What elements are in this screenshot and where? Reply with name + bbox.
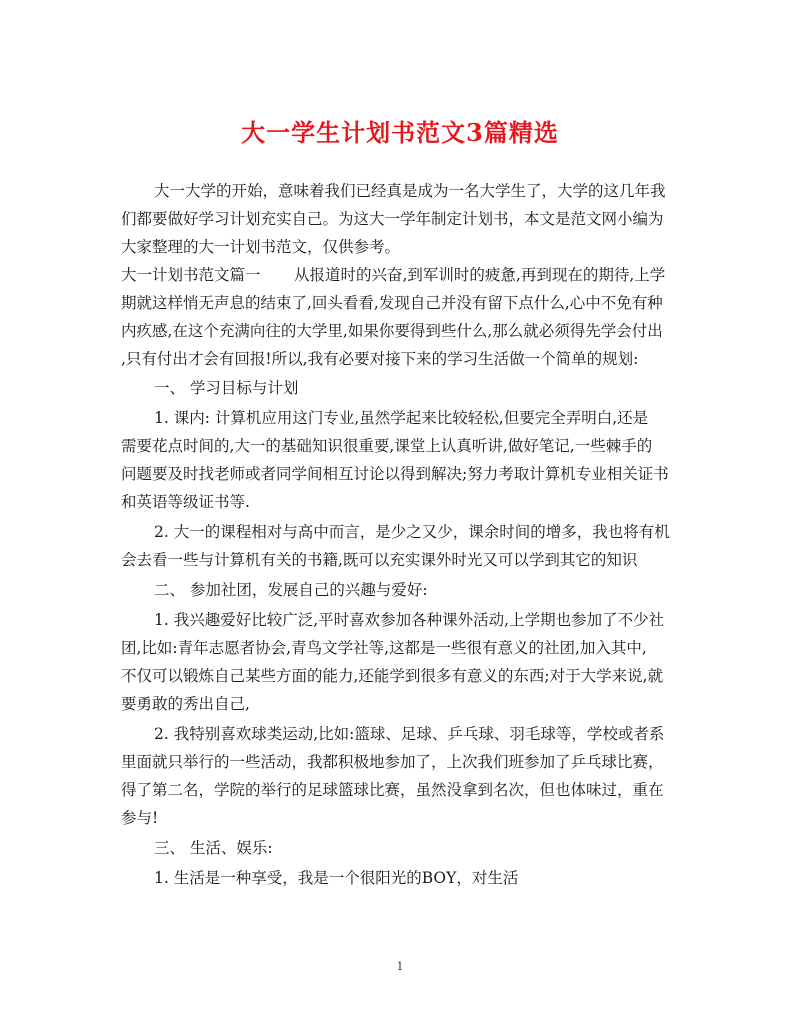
paragraph-line: 要勇敢的秀出自己, [121,695,250,713]
article-line: ,只有付出才会有回报!所以,我有必要对接下来的学习生活做一个简单的规划: [121,350,639,368]
section-heading: 一、 学习目标与计划 [154,379,299,397]
article-line: 期就这样悄无声息的结束了,回头看看,发现自己并没有留下点什么,心中不免有种 [121,294,663,312]
section-heading: 二、 参加社团，发展自己的兴趣与爱好: [154,581,428,599]
page-number: 1 [396,960,404,973]
paragraph-line: 1. 课内: 计算机应用这门专业,虽然学起来比较轻松,但要完全弄明白,还是 [154,409,649,427]
paragraph-line: 1. 我兴趣爱好比较广泛,平时喜欢参加各种课外活动,上学期也参加了不少社 [154,611,665,629]
paragraph-line: 1. 生活是一种享受，我是一个很阳光的BOY，对生活 [154,869,519,887]
intro-line: 大一大学的开始，意味着我们已经真是成为一名大学生了，大学的这几年我 [154,182,666,200]
paragraph-line: 不仅可以锻炼自己某些方面的能力,还能学到很多有意义的东西;对于大学来说,就 [121,667,664,685]
paragraph-line: 2. 我特别喜欢球类运动,比如:篮球、足球、乒乓球、羽毛球等，学校或者系 [154,725,665,743]
section-heading: 三、 生活、娱乐: [154,839,273,857]
paragraph-line: 得了第二名，学院的举行的足球篮球比赛，虽然没拿到名次，但也体味过，重在 [121,781,664,799]
paragraph-line: 和英语等级证书等. [121,493,250,511]
paragraph-line: 参与! [121,809,159,827]
paragraph-line: 问题要及时找老师或者同学间相互讨论以得到解决;努力考取计算机专业相关证书 [121,465,669,483]
intro-line: 们都要做好学习计划充实自己。为这大一学年制定计划书，本文是范文网小编为 [121,210,664,228]
article-line: 内疚感,在这个充满向往的大学里,如果你要得到些什么,那么就必须得先学会付出 [121,322,663,340]
article-heading: 大一计划书范文篇一 [121,266,261,284]
intro-line: 大家整理的大一计划书范文，仅供参考。 [121,238,401,256]
paragraph-line: 里面就只举行的一些活动，我都积极地参加了，上次我们班参加了乒乓球比赛， [121,753,664,771]
paragraph-line: 2. 大一的课程相对与高中而言，是少之又少，课余时间的增多，我也将有机 [154,523,670,541]
document-title: 大一学生计划书范文3篇精选 [241,118,559,147]
article-line: 从报道时的兴奋,到军训时的疲惫,再到现在的期待,上学 [294,266,666,284]
paragraph-line: 团,比如:青年志愿者协会,青鸟文学社等,这都是一些很有意义的社团,加入其中, [121,639,647,657]
paragraph-line: 会去看一些与计算机有关的书籍,既可以充实课外时光又可以学到其它的知识 [121,551,638,569]
paragraph-line: 需要花点时间的,大一的基础知识很重要,课堂上认真听讲,做好笔记,一些棘手的 [121,437,653,455]
